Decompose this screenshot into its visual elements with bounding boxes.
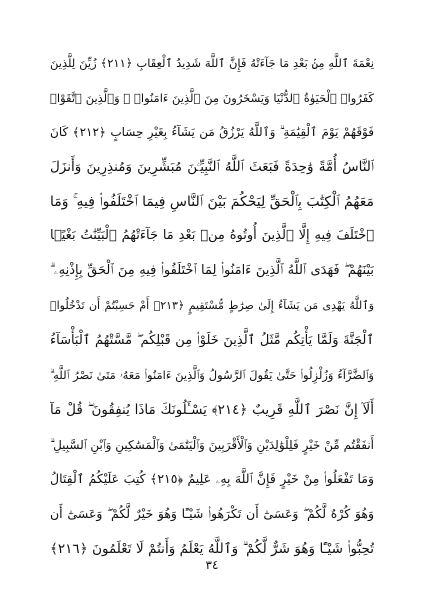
text-line-8: وَٱللَّهُ يَهْدِى مَن يَشَآءُ إِلَىٰ صِرَٰطٍ مُّسْتَقِيمٍ ﴿٢١٣﴾ أَمْ حَسِبْتُمْ أَن تَدْخُلُوا۟ <box>50 298 374 312</box>
verse-text-block <box>50 46 374 566</box>
text-line-12: أَنفَقْتُم مِّنْ خَيْرٍ فَلِلْوَٰلِدَيْنِ وَٱلْأَقْرَبِينَ وَٱلْيَتَٰمَىٰ وَٱلْمَسَٰكِينِ وَٱبْنِ ٱلسَّبِيلِ ۗ <box>50 437 374 452</box>
text-line-5: مَعَهُمُ ٱلْكِتَٰبَ بِٱلْحَقِّ لِيَحْكُمَ بَيْنَ ٱلنَّاسِ فِيمَا ٱخْتَلَفُوا۟ فِيهِ ۚ وَمَا <box>50 193 374 210</box>
text-line-2: كَفَرُوا۟ ٱلْحَيَوٰةُ ٱلدُّنْيَا وَيَسْخَرُونَ مِنَ ٱلَّذِينَ ءَامَنُوا۟ ۘ وَٱلَّذِينَ ٱتَّقَوْا۟ <box>50 90 374 105</box>
text-line-9: ٱلْجَنَّةَ وَلَمَّا يَأْتِكُم مَّثَلُ ٱلَّذِينَ خَلَوْا۟ مِن قَبْلِكُم ۖ مَّسَّتْهُمُ ٱلْبَأْسَآءُ <box>50 332 374 348</box>
text-line-10: وَٱلضَّرَّآءُ وَزُلْزِلُوا۟ حَتَّىٰ يَقُولَ ٱلرَّسُولُ وَٱلَّذِينَ ءَامَنُوا۟ مَعَهُۥ مَتَىٰ نَصْرُ ٱللَّهِ ۗ <box>50 368 374 383</box>
text-line-14: وَهُوَ كُرْهٌ لَّكُمْ ۖ وَعَسَىٰٓ أَن تَكْرَهُوا۟ شَيْـًٔا وَهُوَ خَيْرٌ لَّكُمْ ۖ وَعَسَىٰٓ أَن <box>50 505 374 521</box>
text-line-15: تُحِبُّوا۟ شَيْـًٔا وَهُوَ شَرٌّ لَّكُمْ ۗ وَٱللَّهُ يَعْلَمُ وَأَنتُمْ لَا تَعْلَمُونَ ﴿٢١٦﴾ <box>50 540 374 557</box>
text-line-4: ٱلنَّاسُ أُمَّةً وَٰحِدَةً فَبَعَثَ ٱللَّهُ ٱلنَّبِيِّـۧنَ مُبَشِّرِينَ وَمُنذِرِينَ وَأَنزَلَ <box>50 159 374 176</box>
page-number: ٣٤ <box>205 558 219 572</box>
text-line-7: بَيْنَهُمْ ۖ فَهَدَى ٱللَّهُ ٱلَّذِينَ ءَامَنُوا۟ لِمَا ٱخْتَلَفُوا۟ فِيهِ مِنَ ٱلْحَقِّ بِإِذْنِهِۦ ۗ <box>50 263 374 279</box>
text-line-11: أَلَآ إِنَّ نَصْرَ ٱللَّهِ قَرِيبٌ ﴿٢١٤﴾ يَسْـَٔلُونَكَ مَاذَا يُنفِقُونَ ۖ قُلْ مَآ <box>50 401 374 418</box>
text-line-1: نِعْمَةَ ٱللَّهِ مِنۢ بَعْدِ مَا جَآءَتْهُ فَإِنَّ ٱللَّهَ شَدِيدُ ٱلْعِقَابِ ﴿٢١١﴾ زُيِّنَ لِلَّذِينَ <box>50 56 374 70</box>
text-line-3: فَوْقَهُمْ يَوْمَ ٱلْقِيَٰمَةِ ۗ وَٱللَّهُ يَرْزُقُ مَن يَشَآءُ بِغَيْرِ حِسَابٍ ﴿٢١٢﴾ كَانَ <box>50 125 374 140</box>
text-line-13: وَمَا تَفْعَلُوا۟ مِنْ خَيْرٍ فَإِنَّ ٱللَّهَ بِهِۦ عَلِيمٌ ﴿٢١٥﴾ كُتِبَ عَلَيْكُمُ ٱلْقِتَالُ <box>50 471 374 487</box>
text-line-6: ٱخْتَلَفَ فِيهِ إِلَّا ٱلَّذِينَ أُوتُوهُ مِنۢ بَعْدِ مَا جَآءَتْهُمُ ٱلْبَيِّنَٰتُ بَغْيًۢا <box>50 228 374 244</box>
